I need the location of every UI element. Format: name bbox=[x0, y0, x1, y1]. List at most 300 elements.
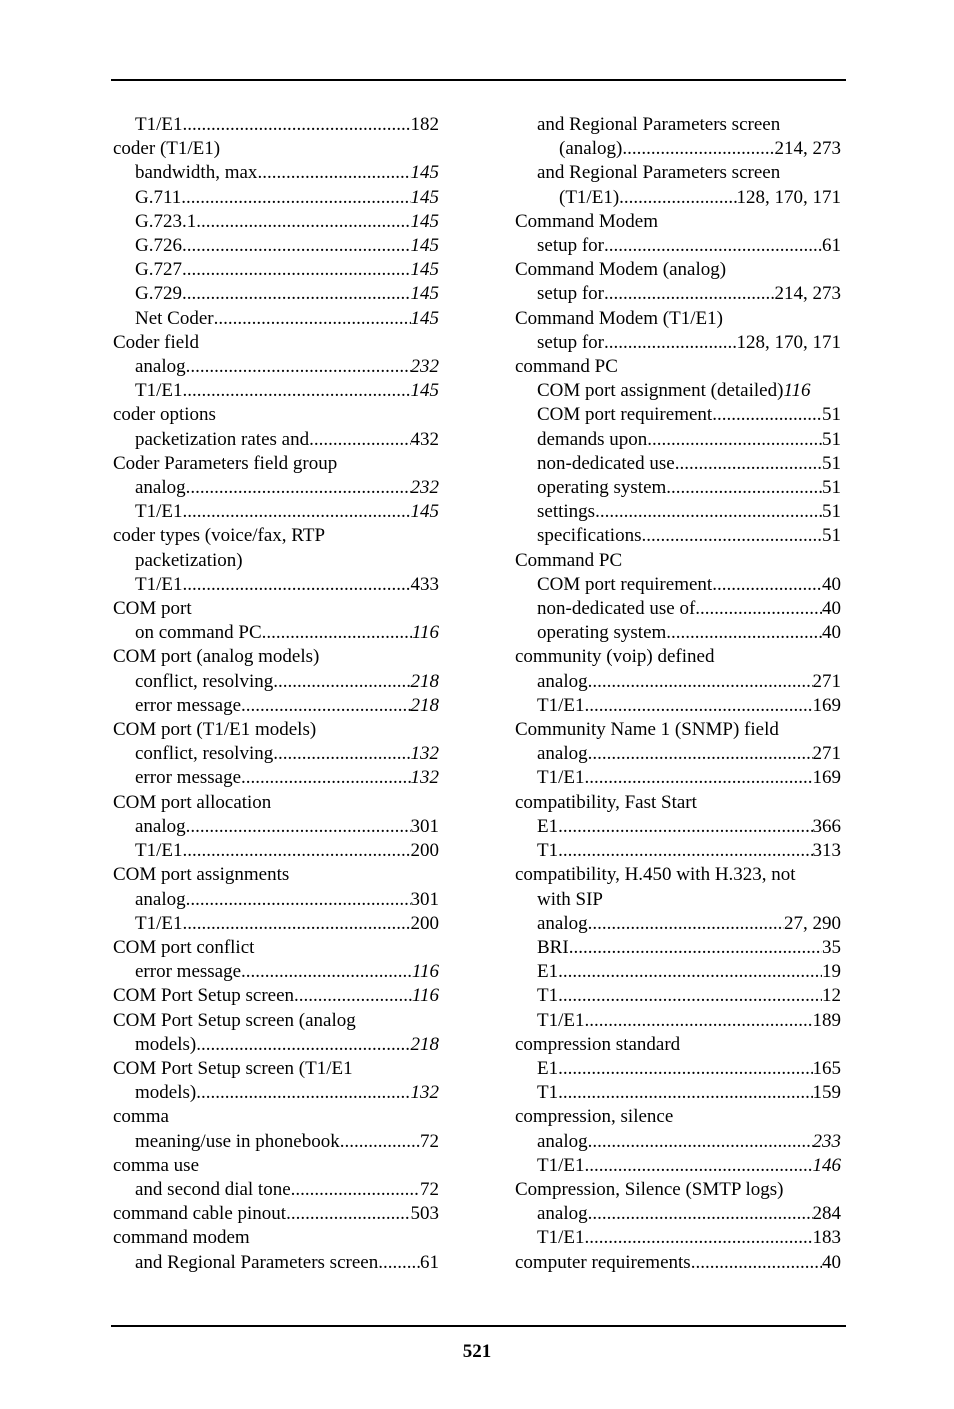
index-entry bbox=[515, 912, 841, 936]
index-entry bbox=[515, 307, 841, 331]
page-reference: 40 bbox=[822, 598, 841, 620]
dot-leader bbox=[585, 694, 813, 718]
index-entry bbox=[515, 1251, 841, 1275]
index-term: bandwidth, max bbox=[135, 162, 258, 184]
index-entry bbox=[515, 1081, 841, 1105]
index-entry bbox=[515, 1226, 841, 1250]
index-entry bbox=[515, 1009, 841, 1033]
page-reference: 72 bbox=[420, 1178, 439, 1200]
index-entry bbox=[113, 936, 439, 960]
index-term: T1 bbox=[537, 1082, 559, 1104]
index-term: COM port requirement bbox=[537, 404, 713, 426]
page-reference: 145 bbox=[410, 307, 439, 329]
page-reference: 271 bbox=[812, 670, 841, 692]
dot-leader bbox=[641, 524, 822, 548]
dot-leader bbox=[695, 597, 822, 621]
index-entry bbox=[113, 742, 439, 766]
index-term: COM Port Setup screen (T1/E1 bbox=[113, 1057, 353, 1079]
dot-leader bbox=[186, 355, 411, 379]
index-entry bbox=[113, 621, 439, 645]
index-term: settings bbox=[537, 501, 596, 523]
index-entry bbox=[515, 815, 841, 839]
page-reference: 116 bbox=[411, 985, 439, 1007]
index-entry bbox=[113, 1251, 439, 1275]
page-reference: 145 bbox=[410, 259, 439, 281]
dot-leader bbox=[691, 1251, 822, 1275]
index-entry bbox=[515, 645, 841, 669]
page-reference: 145 bbox=[410, 283, 439, 305]
index-term: with SIP bbox=[537, 888, 603, 910]
index-entry bbox=[113, 500, 439, 524]
page-reference: 200 bbox=[410, 840, 439, 862]
index-entry bbox=[113, 984, 439, 1008]
index-term: conflict, resolving bbox=[135, 743, 274, 765]
page-reference: 366 bbox=[812, 815, 841, 837]
index-entry bbox=[515, 766, 841, 790]
index-term: comma use bbox=[113, 1154, 200, 1176]
index-entry bbox=[113, 549, 439, 573]
index-term: COM Port Setup screen (analog bbox=[113, 1009, 356, 1031]
page-reference: 301 bbox=[410, 815, 439, 837]
index-term: setup for bbox=[537, 235, 605, 257]
page-reference: 145 bbox=[410, 210, 439, 232]
dot-leader bbox=[588, 912, 784, 936]
index-term: non-dedicated use of bbox=[537, 598, 696, 620]
page-reference: 128, 170, 171 bbox=[736, 186, 841, 208]
index-entry bbox=[515, 1105, 841, 1129]
index-entry bbox=[113, 476, 439, 500]
index-entry bbox=[113, 161, 439, 185]
page-reference: 51 bbox=[822, 428, 841, 450]
page-reference: 51 bbox=[822, 452, 841, 474]
page-reference: 51 bbox=[822, 404, 841, 426]
dot-leader bbox=[186, 815, 411, 839]
index-entry bbox=[113, 234, 439, 258]
index-entry bbox=[113, 694, 439, 718]
index-term: BRI bbox=[537, 936, 569, 958]
index-entry bbox=[515, 476, 841, 500]
page-reference: 218 bbox=[410, 694, 439, 716]
dot-leader bbox=[622, 137, 774, 161]
index-term: comma bbox=[113, 1106, 169, 1128]
index-entry bbox=[515, 161, 841, 185]
index-entry bbox=[515, 936, 841, 960]
page-reference: 169 bbox=[812, 694, 841, 716]
index-entry bbox=[515, 1154, 841, 1178]
index-term: Coder Parameters field group bbox=[113, 452, 338, 474]
index-term: analog bbox=[537, 1130, 588, 1152]
index-term: command modem bbox=[113, 1227, 250, 1249]
index-term: specifications bbox=[537, 525, 642, 547]
index-entry bbox=[515, 428, 841, 452]
index-entry bbox=[515, 355, 841, 379]
index-entry bbox=[113, 331, 439, 355]
dot-leader bbox=[183, 912, 411, 936]
page-reference: 145 bbox=[410, 186, 439, 208]
index-term: compatibility, Fast Start bbox=[515, 791, 697, 813]
dot-leader bbox=[291, 1178, 420, 1202]
index-term: G.723.1 bbox=[135, 210, 197, 232]
index-term: analog bbox=[537, 1203, 588, 1225]
dot-leader bbox=[241, 960, 412, 984]
index-term: T1/E1 bbox=[537, 1009, 585, 1031]
index-term: compatibility, H.450 with H.323, not bbox=[515, 864, 796, 886]
index-term: compression, silence bbox=[515, 1106, 674, 1128]
index-entry bbox=[515, 234, 841, 258]
index-entry bbox=[113, 766, 439, 790]
index-term: computer requirements bbox=[515, 1251, 691, 1273]
index-entry bbox=[515, 718, 841, 742]
page-reference: 145 bbox=[410, 162, 439, 184]
index-term: (analog) bbox=[559, 138, 623, 160]
index-entry bbox=[113, 307, 439, 331]
index-entry bbox=[515, 1033, 841, 1057]
page-reference: 214, 273 bbox=[774, 283, 841, 305]
page-reference: 218 bbox=[410, 670, 439, 692]
index-entry bbox=[113, 815, 439, 839]
index-entry bbox=[113, 1105, 439, 1129]
index-term: coder types (voice/fax, RTP bbox=[113, 525, 326, 547]
index-term: E1 bbox=[537, 961, 559, 983]
index-term: compression standard bbox=[515, 1033, 681, 1055]
index-entry bbox=[515, 1130, 841, 1154]
index-term: analog bbox=[537, 912, 588, 934]
index-term: Command Modem (analog) bbox=[515, 259, 727, 281]
index-entry bbox=[113, 573, 439, 597]
page-reference: 159 bbox=[812, 1082, 841, 1104]
dot-leader bbox=[558, 984, 822, 1008]
page-reference: 218 bbox=[410, 1033, 439, 1055]
index-term: T1/E1 bbox=[537, 694, 585, 716]
index-entry bbox=[113, 282, 439, 306]
index-term: Compression, Silence (SMTP logs) bbox=[515, 1178, 784, 1200]
index-entry bbox=[113, 645, 439, 669]
dot-leader bbox=[712, 403, 822, 427]
page-reference: 40 bbox=[822, 622, 841, 644]
footer-rule bbox=[111, 1325, 846, 1327]
index-term: on command PC bbox=[135, 622, 262, 644]
page-reference: 51 bbox=[822, 525, 841, 547]
index-entry bbox=[515, 113, 841, 137]
index-term: and Regional Parameters screen bbox=[135, 1251, 379, 1273]
index-term: analog bbox=[135, 356, 186, 378]
page-reference: 165 bbox=[812, 1057, 841, 1079]
index-term: coder options bbox=[113, 404, 216, 426]
dot-leader bbox=[273, 670, 410, 694]
dot-leader bbox=[183, 113, 411, 137]
index-term: analog bbox=[537, 743, 588, 765]
index-term: command cable pinout bbox=[113, 1203, 287, 1225]
index-entry bbox=[515, 186, 841, 210]
page-number: 521 bbox=[462, 1341, 492, 1362]
dot-leader bbox=[196, 1081, 410, 1105]
page-reference: 189 bbox=[812, 1009, 841, 1031]
index-term: Coder field bbox=[113, 331, 200, 353]
page-reference: 232 bbox=[410, 356, 439, 378]
dot-leader bbox=[604, 331, 736, 355]
index-term: Net Coder bbox=[135, 307, 214, 329]
index-term: non-dedicated use bbox=[537, 452, 675, 474]
index-term: operating system bbox=[537, 622, 667, 644]
index-entry bbox=[113, 1033, 439, 1057]
page-reference: 169 bbox=[812, 767, 841, 789]
index-entry bbox=[515, 500, 841, 524]
index-entry bbox=[113, 355, 439, 379]
page-reference: 19 bbox=[822, 961, 841, 983]
page-reference: 200 bbox=[410, 912, 439, 934]
index-term: T1/E1 bbox=[135, 380, 183, 402]
page-reference: 40 bbox=[822, 1251, 841, 1273]
index-term: T1 bbox=[537, 985, 559, 1007]
index-term: analog bbox=[135, 477, 186, 499]
index-entry bbox=[515, 670, 841, 694]
index-entry bbox=[113, 452, 439, 476]
index-entry bbox=[113, 379, 439, 403]
index-term: COM port bbox=[113, 598, 192, 620]
page-reference: 116 bbox=[411, 622, 439, 644]
dot-leader bbox=[183, 500, 411, 524]
dot-leader bbox=[186, 888, 411, 912]
index-entry bbox=[113, 718, 439, 742]
index-entry bbox=[113, 839, 439, 863]
page-reference: 145 bbox=[410, 501, 439, 523]
index-entry bbox=[113, 258, 439, 282]
index-entry bbox=[113, 113, 439, 137]
index-column-left bbox=[113, 113, 439, 1275]
dot-leader bbox=[273, 742, 410, 766]
index-entry bbox=[113, 1178, 439, 1202]
dot-leader bbox=[183, 379, 411, 403]
dot-leader bbox=[214, 307, 411, 331]
index-entry bbox=[515, 742, 841, 766]
page-reference: 145 bbox=[410, 235, 439, 257]
index-term: E1 bbox=[537, 815, 559, 837]
page-reference: 313 bbox=[812, 840, 841, 862]
index-entry bbox=[113, 960, 439, 984]
dot-leader bbox=[666, 476, 822, 500]
index-term: G.711 bbox=[135, 186, 182, 208]
index-entry bbox=[113, 403, 439, 427]
page-reference: 51 bbox=[822, 477, 841, 499]
dot-leader bbox=[647, 428, 822, 452]
index-entry bbox=[113, 912, 439, 936]
index-entry bbox=[515, 403, 841, 427]
index-entry bbox=[515, 888, 841, 912]
index-entry bbox=[515, 573, 841, 597]
index-term: analog bbox=[135, 888, 186, 910]
dot-leader bbox=[595, 500, 822, 524]
index-term: analog bbox=[135, 815, 186, 837]
index-entry bbox=[113, 1057, 439, 1081]
index-entry bbox=[113, 1009, 439, 1033]
dot-leader bbox=[588, 1130, 813, 1154]
page-reference: 183 bbox=[812, 1227, 841, 1249]
index-term: T1/E1 bbox=[135, 573, 183, 595]
dot-leader bbox=[196, 1033, 410, 1057]
index-term: E1 bbox=[537, 1057, 559, 1079]
header-rule bbox=[111, 79, 846, 81]
page-reference: 233 bbox=[812, 1130, 841, 1152]
page-reference: 61 bbox=[420, 1251, 439, 1273]
dot-leader bbox=[558, 815, 812, 839]
index-entry bbox=[113, 1202, 439, 1226]
index-entry bbox=[113, 210, 439, 234]
index-entry bbox=[113, 186, 439, 210]
index-entry bbox=[515, 210, 841, 234]
dot-leader bbox=[286, 1202, 410, 1226]
index-entry bbox=[113, 1081, 439, 1105]
index-term: and second dial tone bbox=[135, 1178, 291, 1200]
dot-leader bbox=[558, 1057, 812, 1081]
index-entry bbox=[113, 137, 439, 161]
dot-leader bbox=[183, 839, 411, 863]
page-reference: 51 bbox=[822, 501, 841, 523]
index-entry bbox=[515, 791, 841, 815]
index-entry bbox=[113, 863, 439, 887]
index-entry bbox=[113, 597, 439, 621]
index-entry bbox=[113, 888, 439, 912]
index-term: T1/E1 bbox=[135, 114, 183, 135]
index-term: G.727 bbox=[135, 259, 182, 281]
dot-leader bbox=[604, 234, 822, 258]
dot-leader bbox=[585, 1009, 813, 1033]
dot-leader bbox=[183, 573, 411, 597]
page-reference: 116 bbox=[783, 380, 811, 402]
page-reference: 503 bbox=[410, 1203, 439, 1225]
index-entry bbox=[515, 331, 841, 355]
index-entry bbox=[515, 379, 841, 403]
dot-leader bbox=[604, 282, 774, 306]
index-entry bbox=[515, 452, 841, 476]
dot-leader bbox=[241, 766, 410, 790]
page-reference: 214, 273 bbox=[774, 138, 841, 160]
index-term: packetization rates and bbox=[135, 428, 310, 450]
index-entry bbox=[515, 524, 841, 548]
index-entry bbox=[113, 428, 439, 452]
index-entry bbox=[515, 960, 841, 984]
dot-leader bbox=[558, 1081, 812, 1105]
index-term: models) bbox=[135, 1082, 197, 1104]
index-entry bbox=[113, 791, 439, 815]
index-term: Command Modem (T1/E1) bbox=[515, 307, 723, 329]
dot-leader bbox=[588, 742, 813, 766]
dot-leader bbox=[588, 1202, 813, 1226]
dot-leader bbox=[186, 476, 411, 500]
page-reference: 132 bbox=[410, 743, 439, 765]
index-entry bbox=[515, 282, 841, 306]
dot-leader bbox=[585, 766, 813, 790]
index-term: T1/E1 bbox=[135, 840, 183, 862]
index-term: error message bbox=[135, 767, 242, 789]
dot-leader bbox=[675, 452, 822, 476]
index-entry bbox=[515, 258, 841, 282]
index-entry bbox=[113, 1154, 439, 1178]
index-entry bbox=[515, 597, 841, 621]
dot-leader bbox=[619, 186, 736, 210]
page-reference: 72 bbox=[420, 1130, 439, 1152]
index-term: Community Name 1 (SNMP) field bbox=[515, 719, 779, 741]
index-term: error message bbox=[135, 961, 242, 983]
index-entry bbox=[515, 1178, 841, 1202]
dot-leader bbox=[182, 258, 411, 282]
index-term: T1/E1 bbox=[537, 1227, 585, 1249]
page-reference: 284 bbox=[812, 1203, 841, 1225]
index-term: COM port allocation bbox=[113, 791, 272, 813]
dot-leader bbox=[585, 1226, 813, 1250]
index-term: Command PC bbox=[515, 549, 623, 571]
index-term: COM port (T1/E1 models) bbox=[113, 719, 317, 741]
page-reference: 40 bbox=[822, 573, 841, 595]
page-reference: 12 bbox=[822, 985, 841, 1007]
index-term: meaning/use in phonebook bbox=[135, 1130, 340, 1152]
dot-leader bbox=[588, 670, 813, 694]
page-reference: 432 bbox=[410, 428, 439, 450]
dot-leader bbox=[294, 984, 412, 1008]
index-term: command PC bbox=[515, 356, 618, 378]
index-term: G.729 bbox=[135, 283, 182, 305]
index-term: T1 bbox=[537, 840, 559, 862]
page-reference: 132 bbox=[410, 1082, 439, 1104]
index-term: T1/E1 bbox=[537, 767, 585, 789]
page-reference: 301 bbox=[410, 888, 439, 910]
index-entry bbox=[515, 137, 841, 161]
dot-leader bbox=[558, 960, 822, 984]
dot-leader bbox=[262, 621, 412, 645]
dot-leader bbox=[585, 1154, 813, 1178]
dot-leader bbox=[558, 839, 812, 863]
page-reference: 146 bbox=[812, 1154, 841, 1176]
page-reference: 182 bbox=[410, 114, 439, 135]
dot-leader bbox=[241, 694, 410, 718]
index-column-right bbox=[515, 113, 841, 1275]
index-term: and Regional Parameters screen bbox=[537, 114, 781, 135]
dot-leader bbox=[666, 621, 822, 645]
index-entry bbox=[515, 984, 841, 1008]
index-entry bbox=[515, 621, 841, 645]
index-entry bbox=[113, 670, 439, 694]
index-term: COM port conflict bbox=[113, 936, 255, 958]
dot-leader bbox=[196, 210, 410, 234]
page-reference: 116 bbox=[411, 961, 439, 983]
page-reference: 433 bbox=[410, 573, 439, 595]
index-term: analog bbox=[537, 670, 588, 692]
index-term: models) bbox=[135, 1033, 197, 1055]
dot-leader bbox=[182, 282, 411, 306]
index-term: setup for bbox=[537, 283, 605, 305]
index-entry bbox=[113, 1130, 439, 1154]
page-reference: 132 bbox=[410, 767, 439, 789]
dot-leader bbox=[340, 1130, 420, 1154]
dot-leader bbox=[569, 936, 822, 960]
index-term: COM port (analog models) bbox=[113, 646, 320, 668]
index-entry bbox=[515, 1057, 841, 1081]
index-term: community (voip) defined bbox=[515, 646, 715, 668]
dot-leader bbox=[182, 234, 411, 258]
index-term: and Regional Parameters screen bbox=[537, 162, 781, 184]
index-term: COM port requirement bbox=[537, 573, 713, 595]
index-term: setup for bbox=[537, 331, 605, 353]
dot-leader bbox=[712, 573, 822, 597]
index-term: coder (T1/E1) bbox=[113, 138, 221, 160]
page-reference: 232 bbox=[410, 477, 439, 499]
index-entry bbox=[515, 1202, 841, 1226]
index-entry bbox=[113, 1226, 439, 1250]
dot-leader bbox=[257, 161, 410, 185]
index-term: T1/E1 bbox=[537, 1154, 585, 1176]
dot-leader bbox=[309, 428, 410, 452]
index-term: operating system bbox=[537, 477, 667, 499]
page-reference: 145 bbox=[410, 380, 439, 402]
